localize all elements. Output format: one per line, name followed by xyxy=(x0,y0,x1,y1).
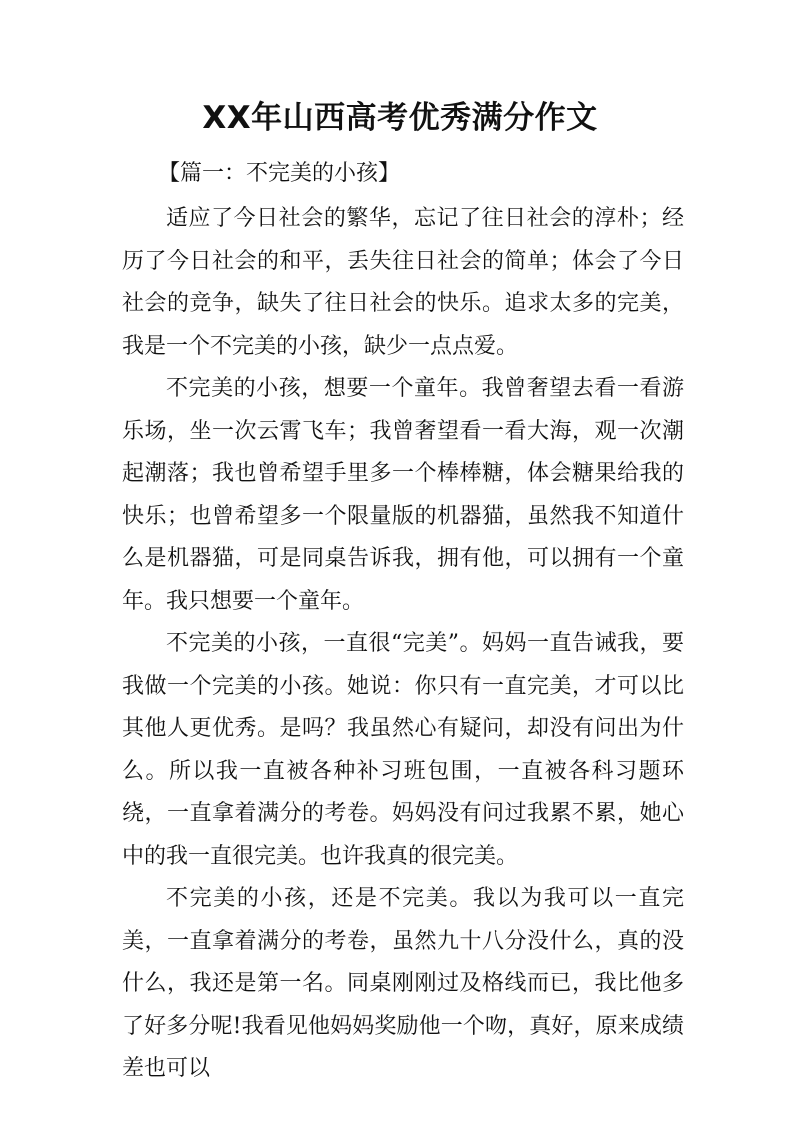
paragraph: 不完美的小孩，想要一个童年。我曾奢望去看一看游乐场，坐一次云霄飞车；我曾奢望看一看大海，观一次潮起潮落；我也曾希望手里多一个棒棒糖，体会糖果给我的快乐；也曾希望多一个限量版的机器猫，虽然我不知道什么是机器猫，可是同桌告诉我，拥有他，可以拥有一个童年。我只想要一个童年。 xyxy=(122,376,684,614)
paragraph: 不完美的小孩，还是不完美。我以为我可以一直完美，一直拿着满分的考卷，虽然九十八分没什么，真的没什么，我还是第一名。同桌刚刚过及格线而已，我比他多了好多分呢!我看见他妈妈奖励他一个吻，真好，原来成绩差也可以 xyxy=(122,886,684,1081)
paragraph: 不完美的小孩，一直很“完美”。妈妈一直告诫我，要我做一个完美的小孩。她说：你只有一直完美，才可以比其他人更优秀。是吗？我虽然心有疑问，却没有问出为什么。所以我一直被各种补习班包围，一直被各科习题环绕，一直拿着满分的考卷。妈妈没有问过我累不累，她心中的我一直很完美。也许我真的很完美。 xyxy=(122,631,684,869)
paragraph: 适应了今日社会的繁华，忘记了往日社会的淳朴；经历了今日社会的和平，丢失往日社会的简单；体会了今日社会的竞争，缺失了往日社会的快乐。追求太多的完美，我是一个不完美的小孩，缺少一点点爱。 xyxy=(122,206,684,359)
document-title: XX年山西高考优秀满分作文 xyxy=(202,100,598,136)
section-heading: 【篇一：不完美的小孩】 xyxy=(158,161,401,186)
document-body xyxy=(122,198,684,1091)
